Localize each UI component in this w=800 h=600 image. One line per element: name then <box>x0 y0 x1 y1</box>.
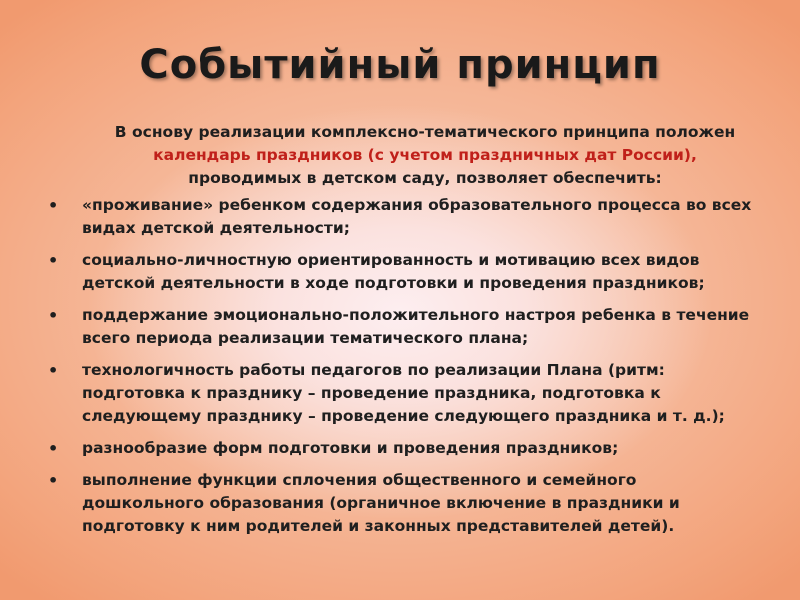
bullet-list <box>44 194 756 547</box>
list-item <box>44 249 756 295</box>
bullet-text: разнообразие форм подготовки и проведения праздников; <box>82 439 619 457</box>
intro-highlight: календарь праздников (с учетом праздничных дат России), <box>153 146 697 164</box>
bullet-text: технологичность работы педагогов по реализации Плана (ритм: подготовка к празднику – проведение праздника, подготовка к следующему празднику – проведение следующего праздника и т. д.); <box>82 361 725 425</box>
intro-part1: В основу реализации комплексно-тематического принципа положен <box>114 123 736 141</box>
bullet-text: «проживание» ребенком содержания образовательного процесса во всех видах детской деятельности; <box>82 196 752 237</box>
bullet-icon: • <box>48 439 59 458</box>
bullet-icon: • <box>48 471 59 490</box>
bullet-text: выполнение функции сплочения общественного и семейного дошкольного образования (органичное включение в праздники и подготовку к ним родителей и законных представителей детей). <box>82 471 680 535</box>
list-item <box>44 437 756 460</box>
bullet-icon: • <box>48 196 59 215</box>
intro-text <box>100 121 750 190</box>
list-item <box>44 304 756 350</box>
bullet-text: поддержание эмоционально-положительного настроя ребенка в течение всего периода реализации тематического плана; <box>82 306 750 347</box>
bullet-icon: • <box>48 361 59 380</box>
bullet-text: социально-личностную ориентированность и мотивацию всех видов детской деятельности в ходе подготовки и проведения праздников; <box>82 251 705 292</box>
intro-part2: проводимых в детском саду, позволяет обеспечить: <box>188 169 662 187</box>
bullet-icon: • <box>48 306 59 325</box>
list-item <box>44 194 756 240</box>
list-item <box>44 359 756 428</box>
slide-title: Событийный принцип <box>139 42 661 88</box>
bullet-icon: • <box>48 251 59 270</box>
list-item <box>44 469 756 538</box>
